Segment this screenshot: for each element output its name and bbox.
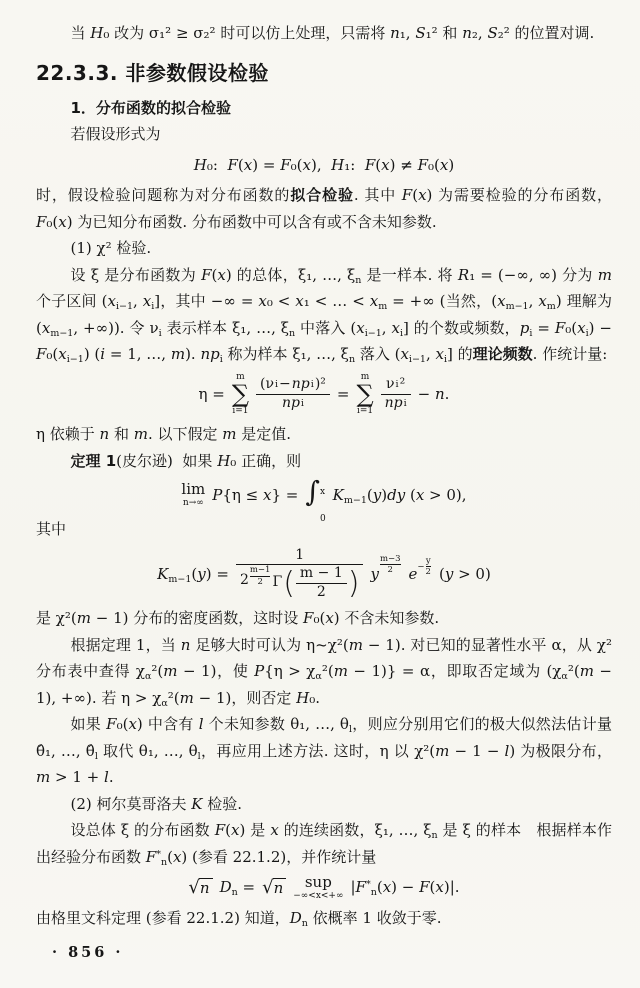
sup-word: sup (304, 873, 332, 892)
formula-limit-distribution (36, 475, 612, 524)
fraction-denominator: 2 (316, 583, 326, 600)
exponent-denominator: 2 (425, 567, 431, 578)
paragraph-glivenko: 由格里文科定理 (参看 22.1.2) 知道，$D_n$ 依概率 1 收敛于零. (36, 909, 442, 930)
fraction-numerator: (ν i − np i )² (260, 376, 326, 393)
sigma-symbol: ∑ (356, 380, 374, 409)
minus-sign: − (417, 561, 425, 572)
section-heading: 22.3.3. 非参数假设检验 (36, 60, 269, 85)
fraction-nu-squared (381, 376, 411, 412)
paragraph-where: 其中 (36, 520, 67, 539)
fraction-numerator: m − 1 (299, 565, 343, 582)
e-exponent-fraction (426, 556, 431, 577)
radical-symbol: √ (262, 876, 274, 898)
kdensity-condition: (y > 0) (438, 564, 491, 583)
e-exponent (417, 554, 432, 581)
page-number: · 856 · (52, 944, 124, 961)
exponent-numerator: m−1 (249, 565, 271, 576)
paragraph-eta-depends: η 依赖于 n 和 m. 以下假定 m 是定值. (36, 425, 292, 444)
formula-hypotheses (36, 152, 612, 179)
lim-subscript: n→∞ (182, 497, 204, 508)
exponent-denominator: 2 (387, 564, 393, 575)
paragraph-kolmogorov-setup: 设总体 ξ 的分布函数 F(x) 是 x 的连续函数，ξ₁, …, $\xi_n$ 是 ξ 的样本 根据样本作出经验分布函数 $F^*_n(x)$ (参看 22.1.2)，并作统计量 (36, 821, 612, 868)
sum-upper-limit: m (236, 371, 245, 382)
intro-paragraph: 当 H₀ 改为 σ₁² ≥ σ₂² 时可以仿上处理，只需将 n₁, S₁² 和 n₂, S₂² 的位置对调. (70, 24, 595, 42)
exponent-fraction (250, 565, 271, 586)
radicand: n (199, 878, 213, 898)
integral-limits (319, 478, 326, 524)
gamma-argument-fraction (296, 565, 347, 601)
sum-operator-2 (356, 372, 373, 418)
kolmogorov-body: $|F^*_n(x) - F(x)|$. (350, 878, 460, 899)
exponent-denominator: 2 (257, 576, 263, 587)
open-paren: ( (283, 565, 295, 601)
sigma-symbol: ∑ (231, 380, 250, 409)
exponent-numerator: m−3 (379, 553, 401, 564)
fraction-numerator: 1 (295, 546, 305, 563)
radicand: n (273, 878, 287, 898)
kdensity-lhs: $K_{m-1}(y)$ = (157, 564, 229, 585)
sqrt-n-term-2 (262, 878, 286, 898)
equals-sign: = (336, 385, 350, 404)
density-fraction (236, 547, 364, 602)
integral-upper-limit: x (319, 487, 326, 498)
exponent-numerator: y (425, 556, 431, 567)
paragraph-significance-level: 根据定理 1，当 n 足够大时可认为 η~χ²(m − 1). 对已知的显著性水平 α，从 χ² 分布表中查得 $\chi_\alpha^2(m - 1)$，使 $P\{\eta > \chi_\alpha^2(m - 1)\} = \alpha$，即取否定域为 ($\chi_\alpha^2(m - 1)$, +∞). 若 $\eta > \chi_\alpha^2(m - 1)$，则否定 H₀. (36, 635, 612, 709)
sum-operator (232, 372, 249, 418)
formula-kolmogorov-statistic (36, 874, 612, 901)
y-base: y (370, 564, 379, 583)
sum-lower-limit: i=1 (356, 406, 374, 417)
lim-word: lim (181, 480, 206, 499)
integral-symbol: ∫ (305, 475, 320, 509)
sum-upper-limit: m (360, 371, 370, 382)
sup-subscript: −∞<x<+∞ (293, 890, 344, 901)
gamma-symbol: Γ (272, 574, 283, 591)
eta-lhs: η = (198, 385, 225, 404)
eta-tail: − n. (417, 385, 450, 404)
integral-lower-limit: 0 (319, 513, 326, 524)
paragraph-chi-square-setup: 设 ξ 是分布函数为 F(x) 的总体，ξ₁, …, $\xi_n$ 是一样本. 将 R₁ = (−∞, ∞) 分为 m 个子区间 ($x_{i-1}$, $x_i$]，其中 −∞ = x₀ < x₁ < … < $x_m$ = +∞ (当然，($x_{m-1}$, $x_m$) 理解为 ($x_{m-1}$, +∞)). 令 $\nu_i$ 表示样本 ξ₁, …, $\xi_n$ 中落入 ($x_{i-1}$, $x_i$] 的个数或频数，$p_i = F_0(x_i) - F_0(x_{i-1}) (i = 1$, …, m). $np_i$ 称为样本 ξ₁, …, $\xi_n$ 落入 ($x_{i-1}$, $x_i$] 的理论频数. 作统计量: (36, 265, 613, 365)
two-power-term (239, 565, 272, 593)
sum-lower-limit: i=1 (232, 406, 249, 417)
fraction-denominator: np i (281, 394, 304, 411)
paragraph-unknown-parameters: 如果 F₀(x) 中含有 l 个未知参数 θ₁, …, $\theta_l$，则应分别用它们的极大似然法估计量 θ̂₁, …, $\thetâ_l$ 取代 θ₁, …, $\theta_l$，再应用上述方法. 这时，η 以 χ²(m − 1 − l) 为极限分布，m > 1 + l. (36, 715, 612, 787)
paragraph-density-note: 是 χ²(m − 1) 分布的密度函数，这时设 F₀(x) 不含未知参数. (36, 609, 440, 628)
formula-chi-square-density (36, 547, 612, 602)
y-power-term (370, 553, 401, 588)
y-exponent-fraction (380, 554, 401, 575)
paragraph-chi-square-label: (1) χ² 检验. (70, 239, 152, 257)
paragraph-fit-test: 时，假设检验问题称为对分布函数的拟合检验. 其中 F(x) 为需要检验的分布函数，F₀(x) 为已知分布函数. 分布函数中可以含有或不含未知参数. (36, 186, 612, 231)
sqrt-n-term (188, 878, 212, 898)
fraction-numerator: ν i ² (386, 376, 406, 393)
fraction-denominator (236, 565, 364, 601)
hypotheses-expression: H₀: F(x) = F₀(x), H₁: F(x) ≠ F₀(x) (193, 155, 455, 174)
fraction-observed-expected (256, 376, 330, 412)
paragraph-theorem-1: 定理 1(皮尔逊) 如果 H₀ 正确，则 (70, 451, 302, 470)
formula-chi-square-statistic (36, 372, 612, 418)
e-base: e (408, 564, 418, 583)
sup-operator (293, 874, 343, 901)
base-two: 2 (239, 572, 249, 589)
integral (305, 475, 326, 524)
fraction-denominator: np i (384, 394, 407, 411)
e-power-term (408, 556, 432, 588)
integrand: $K_{m-1}(y)dy$ (x > 0), (332, 485, 467, 506)
subsection-title: 1．分布函数的拟合检验 (70, 98, 231, 117)
paragraph-hypothesis-intro: 若假设形式为 (70, 125, 161, 143)
probability-expression: P{η ≤ x} = (212, 485, 299, 504)
close-paren: ) (347, 565, 360, 601)
kolmogorov-lhs: $D_n$ = (219, 878, 256, 899)
paragraph-kolmogorov-label: (2) 柯尔莫哥洛夫 K 检验. (70, 794, 243, 813)
radical-symbol: √ (188, 876, 200, 898)
limit-operator (181, 481, 205, 508)
